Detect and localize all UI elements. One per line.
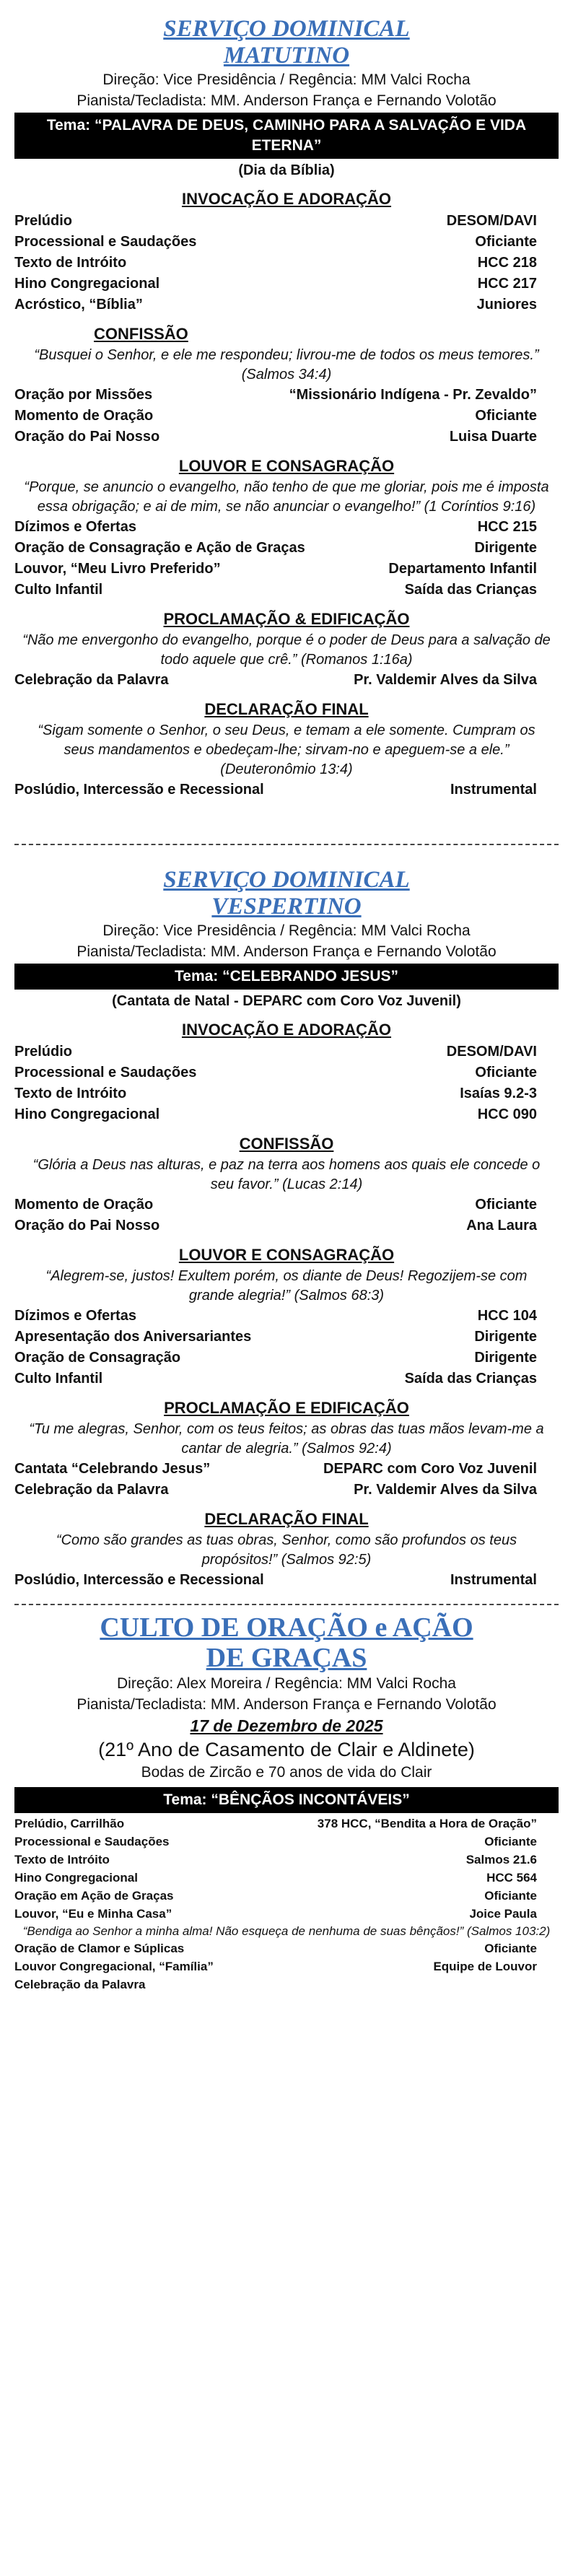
program-item: Prelúdio, Carrilhão xyxy=(14,1817,125,1830)
morning-quote-5: “Sigam somente o Senhor, o seu Deus, e temam a ele somente. Cumpram os seus mandamentos e obedeçam-lhe; sirvam-no e apeguem-se a ele.” (Deuteronômio 13:4) xyxy=(38,722,535,777)
program-row xyxy=(14,538,559,559)
program-row xyxy=(14,1348,559,1368)
prayer-direction: Direção: Alex Moreira / Regência: MM Valci Rocha xyxy=(117,1675,456,1692)
program-item: Oração do Pai Nosso xyxy=(14,1218,160,1234)
morning-rows-3 xyxy=(14,517,559,601)
morning-quote-4: “Não me envergonho do evangelho, porque é o poder de Deus para a salvação de todo aquele que crê.” (Romanos 1:16a) xyxy=(22,632,551,668)
program-item: Oração de Consagração xyxy=(14,1350,181,1366)
program-row xyxy=(14,1957,559,1975)
program-item: Poslúdio, Intercessão e Recessional xyxy=(14,782,264,798)
evening-quote-2: “Glória a Deus nas alturas, e paz na terra aos homens aos quais ele concede o seu favor.” (Lucas 2:14) xyxy=(32,1157,541,1192)
program-row xyxy=(14,517,559,538)
program-responsible: Saída das Crianças xyxy=(404,582,537,598)
program-responsible: Dirigente xyxy=(474,1350,537,1366)
program-row xyxy=(14,1459,559,1480)
prayer-service xyxy=(14,1612,559,1994)
program-row xyxy=(14,294,559,315)
program-responsible: Oficiante xyxy=(475,1065,537,1080)
program-row xyxy=(14,1368,559,1389)
program-responsible: HCC 564 xyxy=(486,1871,537,1885)
program-item: Texto de Intróito xyxy=(14,1853,110,1866)
program-responsible: Dirigente xyxy=(474,1329,537,1345)
program-responsible: DEPARC com Coro Voz Juvenil xyxy=(323,1461,537,1477)
program-row xyxy=(14,1215,559,1236)
program-item: Prelúdio xyxy=(14,213,73,229)
program-item: Texto de Intróito xyxy=(14,1086,127,1101)
program-item: Processional e Saudações xyxy=(14,234,197,250)
program-item: Poslúdio, Intercessão e Recessional xyxy=(14,1572,264,1588)
divider xyxy=(14,844,559,845)
evening-rows-4 xyxy=(14,1459,559,1501)
program-item: Momento de Oração xyxy=(14,1197,154,1213)
morning-quote-2: “Busquei o Senhor, e ele me respondeu; livrou-me de todos os meus temores.” (Salmos 34:4) xyxy=(34,347,539,383)
program-row xyxy=(14,1570,559,1591)
program-row xyxy=(14,1833,559,1851)
morning-theme-note: (Dia da Bíblia) xyxy=(238,162,335,178)
evening-pianist: Pianista/Tecladista: MM. Anderson França e Fernando Volotão xyxy=(76,943,497,960)
program-responsible: Oficiante xyxy=(475,1197,537,1213)
prayer-block xyxy=(14,1815,559,1994)
morning-service xyxy=(14,16,559,800)
evening-rows-5 xyxy=(14,1570,559,1591)
program-row xyxy=(14,274,559,294)
program-row xyxy=(14,232,559,253)
evening-quote-5: “Como são grandes as tuas obras, Senhor, como são profundos os teus propósitos!” (Salmos 92:5) xyxy=(56,1532,517,1568)
program-item: Louvor, “Meu Livro Preferido” xyxy=(14,561,221,577)
program-responsible: Salmos 21.6 xyxy=(465,1853,537,1866)
program-item: Oração por Missões xyxy=(14,387,153,403)
program-responsible: Instrumental xyxy=(450,782,537,798)
evening-quote-3: “Alegrem-se, justos! Exultem porém, os diante de Deus! Regozijem-se com grande alegria!” (Salmos 68:3) xyxy=(45,1268,528,1304)
program-responsible: HCC 215 xyxy=(477,519,537,535)
divider-2 xyxy=(14,1604,559,1605)
morning-quote-3: “Porque, se anuncio o evangelho, não tenho de que me gloriar, pois me é imposta essa obrigação; e ai de mim, se não anunciar o evangelho!” (1 Coríntios 9:16) xyxy=(24,479,549,515)
program-item: Hino Congregacional xyxy=(14,276,160,292)
morning-heading-1: INVOCAÇÃO E ADORAÇÃO xyxy=(181,190,392,208)
program-row xyxy=(14,253,559,274)
program-row xyxy=(14,385,559,406)
program-item: Prelúdio xyxy=(14,1044,73,1060)
evening-quote-4: “Tu me alegras, Senhor, com os teus feitos; as obras das tuas mãos levam-me a cantar de alegria.” (Salmos 92:4) xyxy=(29,1421,544,1457)
prayer-date: 17 de Dezembro de 2025 xyxy=(190,1716,383,1735)
program-row xyxy=(14,1062,559,1083)
program-responsible: 378 HCC, “Bendita a Hora de Oração” xyxy=(317,1817,537,1830)
evening-heading-1: INVOCAÇÃO E ADORAÇÃO xyxy=(181,1021,392,1039)
program-row xyxy=(14,1815,559,1833)
program-row xyxy=(14,406,559,427)
morning-heading-4: PROCLAMAÇÃO & EDIFICAÇÃO xyxy=(163,610,410,628)
program-responsible: DESOM/DAVI xyxy=(446,213,537,229)
program-item: Celebração da Palavra xyxy=(14,672,169,688)
program-row xyxy=(14,1480,559,1501)
prayer-anniversary: (21º Ano de Casamento de Clair e Aldinete) xyxy=(98,1739,475,1760)
program-responsible: HCC 218 xyxy=(477,255,537,271)
prayer-rows-1 xyxy=(14,1815,559,1923)
morning-rows-2 xyxy=(14,385,559,447)
evening-rows-3 xyxy=(14,1306,559,1389)
program-responsible: Oficiante xyxy=(475,234,537,250)
prayer-rows-2 xyxy=(14,1939,559,1994)
program-row xyxy=(14,1975,559,1994)
evening-service xyxy=(14,867,559,1591)
program-item: Oração de Consagração e Ação de Graças xyxy=(14,540,305,556)
evening-heading-3: LOUVOR E CONSAGRAÇÃO xyxy=(178,1246,395,1264)
evening-direction: Direção: Vice Presidência / Regência: MM Valci Rocha xyxy=(102,922,471,939)
program-responsible: Luisa Duarte xyxy=(449,429,537,445)
morning-title: SERVIÇO DOMINICAL MATUTINO xyxy=(163,16,410,69)
program-item: Acróstico, “Bíblia” xyxy=(14,297,143,313)
program-responsible: HCC 104 xyxy=(477,1308,537,1324)
program-item: Processional e Saudações xyxy=(14,1065,197,1080)
program-responsible: Saída das Crianças xyxy=(404,1371,537,1387)
program-row xyxy=(14,1042,559,1062)
evening-rows-2 xyxy=(14,1195,559,1236)
program-responsible: Juniores xyxy=(476,297,537,313)
program-row xyxy=(14,427,559,447)
program-row xyxy=(14,1905,559,1923)
program-responsible: Oficiante xyxy=(475,408,537,424)
program-responsible: Pr. Valdemir Alves da Silva xyxy=(354,672,537,688)
program-item: Momento de Oração xyxy=(14,408,154,424)
program-item: Hino Congregacional xyxy=(14,1871,138,1885)
program-item: Hino Congregacional xyxy=(14,1106,160,1122)
program-row xyxy=(14,1887,559,1905)
evening-heading-4: PROCLAMAÇÃO E EDIFICAÇÃO xyxy=(164,1399,409,1417)
evening-theme-note: (Cantata de Natal - DEPARC com Coro Voz Juvenil) xyxy=(112,993,461,1009)
program-item: Oração de Clamor e Súplicas xyxy=(14,1942,185,1955)
program-responsible: Ana Laura xyxy=(466,1218,537,1234)
program-item: Texto de Intróito xyxy=(14,255,127,271)
program-row xyxy=(14,670,559,691)
morning-rows-4 xyxy=(14,670,559,691)
evening-heading-5: DECLARAÇÃO FINAL xyxy=(204,1510,369,1528)
program-item: Processional e Saudações xyxy=(14,1835,170,1848)
morning-direction: Direção: Vice Presidência / Regência: MM Valci Rocha xyxy=(102,71,471,88)
program-item: Celebração da Palavra xyxy=(14,1978,146,1991)
program-row xyxy=(14,580,559,601)
program-item: Oração em Ação de Graças xyxy=(14,1889,174,1903)
program-item: Apresentação dos Aniversariantes xyxy=(14,1329,252,1345)
program-item: Dízimos e Ofertas xyxy=(14,519,136,535)
morning-rows-1 xyxy=(14,211,559,315)
program-responsible: Joice Paula xyxy=(469,1907,537,1921)
prayer-quote-1: “Bendiga ao Senhor a minha alma! Não esqueça de nenhuma de suas bênçãos!” (Salmos 103:2) xyxy=(22,1924,551,1938)
program-row xyxy=(14,1104,559,1125)
bulletin xyxy=(14,0,559,1994)
prayer-pianist: Pianista/Tecladista: MM. Anderson França e Fernando Volotão xyxy=(76,1696,497,1713)
prayer-theme: Tema: “BÊNÇÃOS INCONTÁVEIS” xyxy=(14,1787,559,1813)
program-responsible: Oficiante xyxy=(484,1942,537,1955)
program-item: Celebração da Palavra xyxy=(14,1482,169,1498)
program-responsible: Departamento Infantil xyxy=(388,561,537,577)
program-row xyxy=(14,1306,559,1327)
prayer-title: CULTO DE ORAÇÃO e AÇÃO DE GRAÇAS xyxy=(100,1612,473,1673)
morning-heading-3: LOUVOR E CONSAGRAÇÃO xyxy=(178,457,395,475)
program-responsible: Oficiante xyxy=(484,1889,537,1903)
program-item: Culto Infantil xyxy=(14,582,103,598)
program-responsible: Dirigente xyxy=(474,540,537,556)
program-responsible: “Missionário Indígena - Pr. Zevaldo” xyxy=(289,387,537,403)
program-row xyxy=(14,559,559,580)
program-row xyxy=(14,211,559,232)
program-responsible: Pr. Valdemir Alves da Silva xyxy=(354,1482,537,1498)
program-responsible: HCC 217 xyxy=(477,276,537,292)
program-responsible: Isaías 9.2-3 xyxy=(460,1086,537,1101)
program-row xyxy=(14,1195,559,1215)
evening-heading-2: CONFISSÃO xyxy=(239,1135,334,1153)
program-row xyxy=(14,1083,559,1104)
evening-rows-1 xyxy=(14,1042,559,1125)
morning-heading-2: CONFISSÃO xyxy=(94,325,188,343)
prayer-anniversary-2: Bodas de Zircão e 70 anos de vida do Clair xyxy=(141,1764,432,1781)
program-item: Louvor Congregacional, “Família” xyxy=(14,1960,214,1973)
program-item: Culto Infantil xyxy=(14,1371,103,1387)
morning-theme: Tema: “PALAVRA DE DEUS, CAMINHO PARA A SALVAÇÃO E VIDA ETERNA” xyxy=(14,113,559,159)
program-item: Dízimos e Ofertas xyxy=(14,1308,136,1324)
morning-rows-5 xyxy=(14,780,559,800)
program-item: Oração do Pai Nosso xyxy=(14,429,160,445)
program-row xyxy=(14,780,559,800)
program-row xyxy=(14,1327,559,1348)
program-row xyxy=(14,1869,559,1887)
program-responsible: Equipe de Louvor xyxy=(433,1960,537,1973)
program-responsible: DESOM/DAVI xyxy=(446,1044,537,1060)
program-responsible: Oficiante xyxy=(484,1835,537,1848)
program-responsible: HCC 090 xyxy=(477,1106,537,1122)
program-item: Cantata “Celebrando Jesus” xyxy=(14,1461,211,1477)
program-row xyxy=(14,1851,559,1869)
program-row xyxy=(14,1939,559,1957)
evening-theme: Tema: “CELEBRANDO JESUS” xyxy=(14,964,559,990)
evening-title: SERVIÇO DOMINICAL VESPERTINO xyxy=(163,867,410,920)
program-item: Louvor, “Eu e Minha Casa” xyxy=(14,1907,172,1921)
program-responsible: Instrumental xyxy=(450,1572,537,1588)
morning-heading-5: DECLARAÇÃO FINAL xyxy=(204,700,369,718)
morning-pianist: Pianista/Tecladista: MM. Anderson França e Fernando Volotão xyxy=(76,92,497,109)
